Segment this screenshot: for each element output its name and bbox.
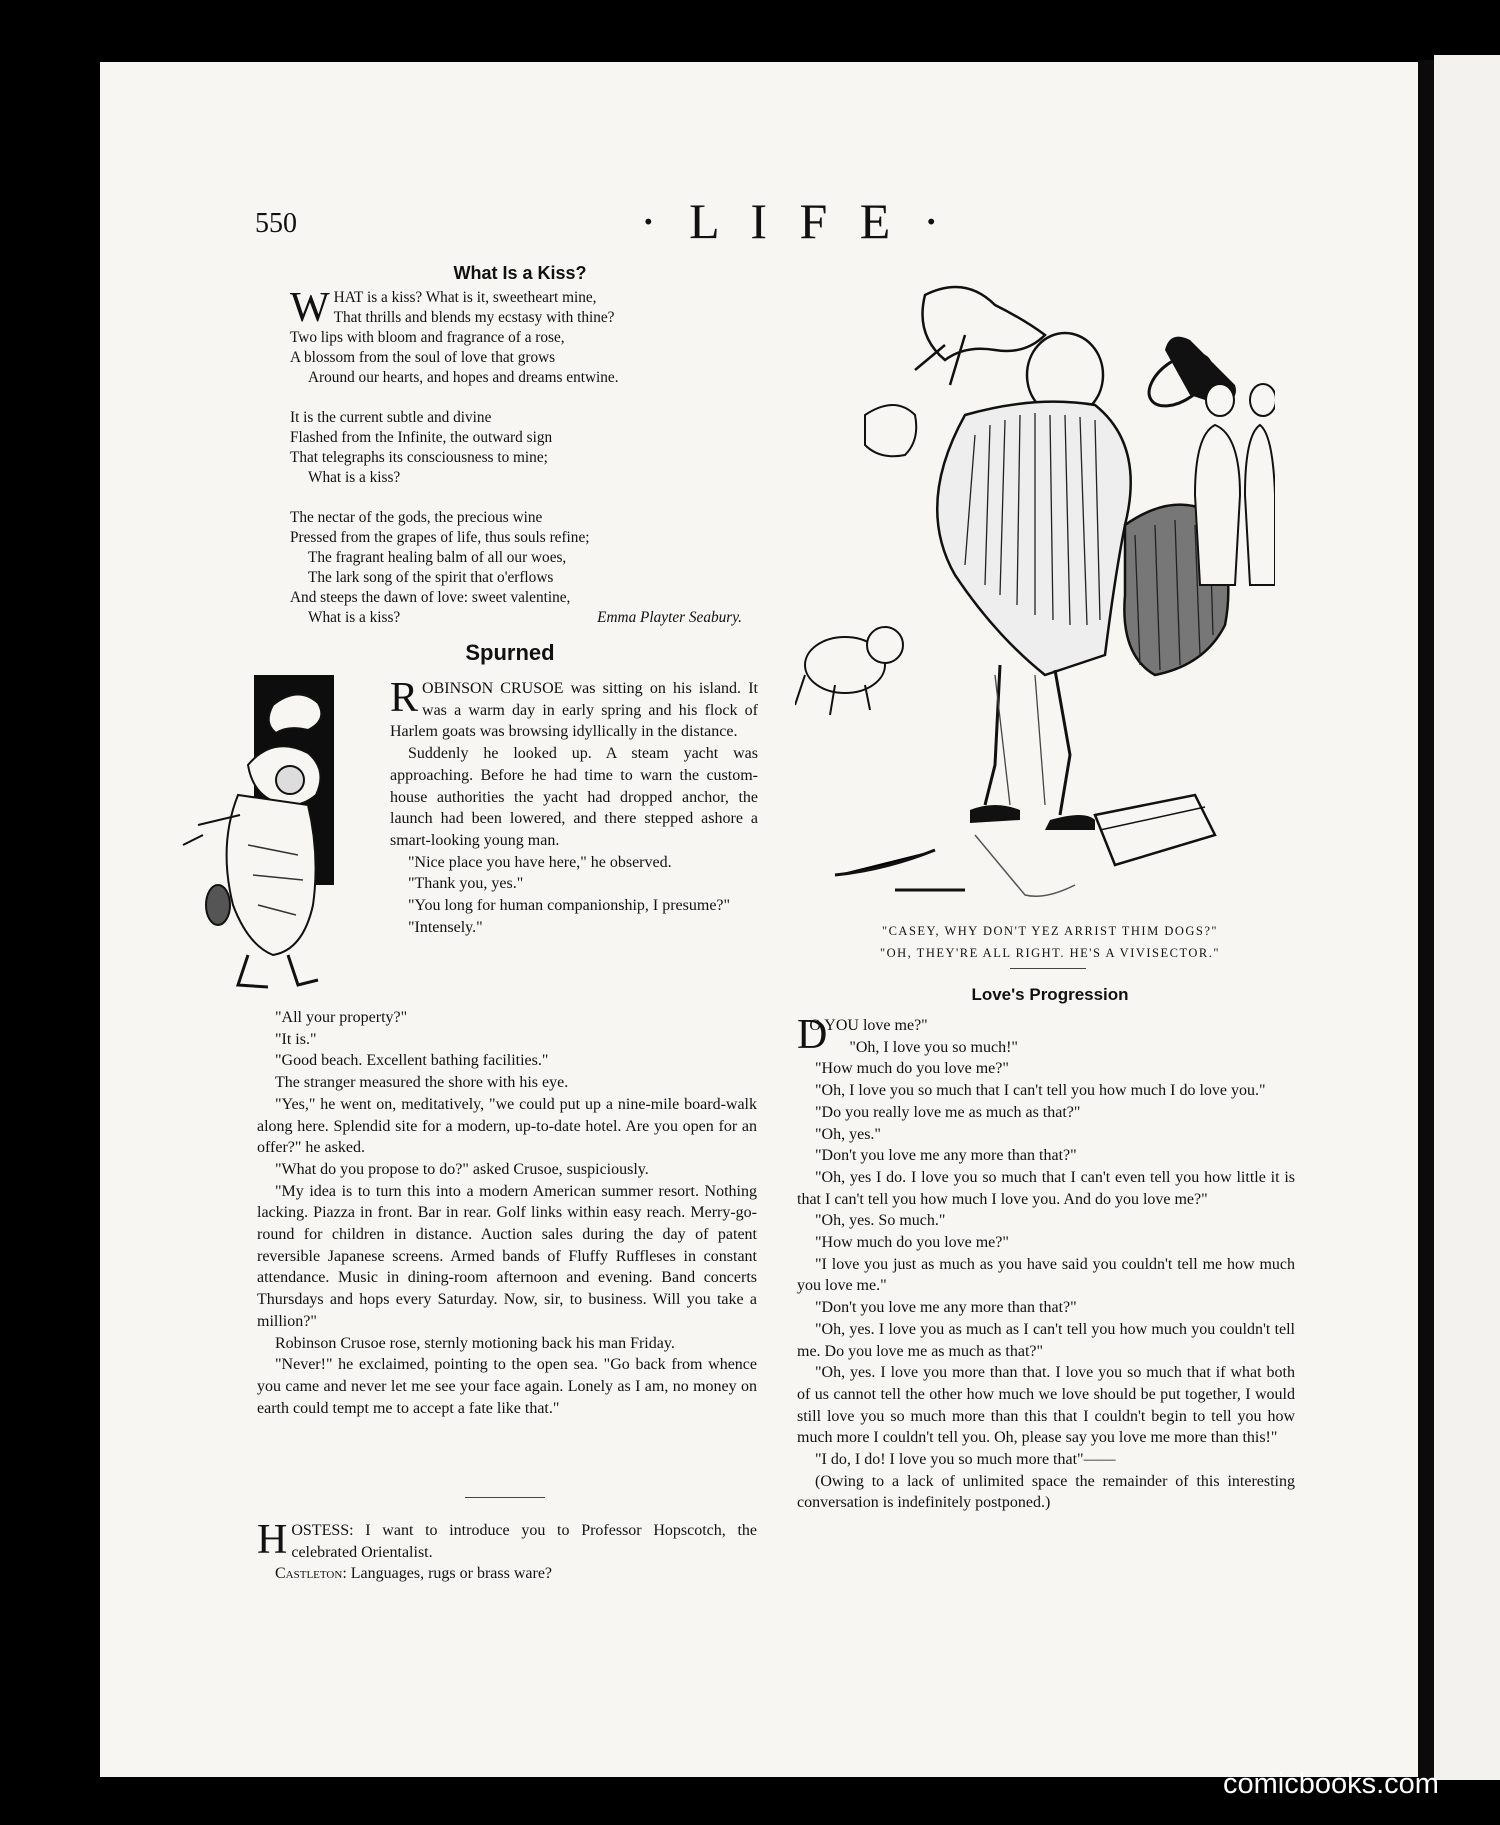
drop-cap-w: W xyxy=(290,285,330,331)
poem-line: The lark song of the spirit that o'erflows xyxy=(308,569,554,586)
watermark-comicbooks: comicbooks.com xyxy=(1223,1768,1439,1800)
poem-stanza-2 xyxy=(290,408,760,488)
masthead-life: · L I F E · xyxy=(640,193,950,249)
poem-line: That telegraphs its consciousness to mine; xyxy=(290,449,548,466)
dialogue-line: "Oh, I love you so much!" xyxy=(849,1038,1018,1056)
dialogue-line: O YOU love me?" xyxy=(809,1017,928,1034)
dialogue-line: "I do, I do! I love you so much more that"—— xyxy=(815,1451,1116,1469)
story-paragraph: "Never!" he exclaimed, pointing to the open sea. "Go back from whence you came and never let me see your face again. Lonely as I am, no money on earth could tempt me to accept a fate like that." xyxy=(257,1356,757,1417)
anecdote-line: : Languages, rugs or brass ware? xyxy=(342,1565,553,1583)
dialogue-line: "Don't you love me any more than that?" xyxy=(815,1299,1077,1317)
poem-stanza-1 xyxy=(290,285,760,388)
story-title-spurned: Spurned xyxy=(465,640,555,665)
poem-what-is-a-kiss xyxy=(290,285,760,648)
poem-author: Emma Playter Seabury. xyxy=(597,609,742,626)
story-paragraph: OBINSON CRUSOE was sitting on his island. It was a warm day in early spring and his flock of Harlem goats was browsing idyllically in the distance. xyxy=(390,680,758,741)
poem-line: And steeps the dawn of love: sweet valentine, xyxy=(290,589,571,606)
poem-title: What Is a Kiss? xyxy=(453,263,587,283)
crusoe-illustration xyxy=(178,675,378,995)
drop-cap-r: R xyxy=(390,675,419,721)
spurned-lead-column xyxy=(390,675,758,938)
story-title-loves-progression: Love's Progression xyxy=(971,985,1129,1004)
poem-line: A blossom from the soul of love that grows xyxy=(290,349,556,366)
page-number: 550 xyxy=(255,208,297,239)
story-paragraph: "All your property?" xyxy=(275,1009,408,1026)
caption-line-1: "CASEY, WHY DON'T YEZ ARRIST THIM DOGS?" xyxy=(881,924,1219,938)
hostess-anecdote xyxy=(257,1517,757,1585)
poem-line: It is the current subtle and divine xyxy=(290,409,492,426)
dialogue-line: "Oh, yes. I love you more than that. I love you so much that if what both of us cannot tell the other how much we love should be put together, I would still love you so much more than this that I couldn't begin to tell you how much more I couldn't tell you. Oh, please say you love me more than this!" xyxy=(797,1364,1295,1447)
poem-line: The fragrant healing balm of all our woes, xyxy=(308,549,567,566)
dialogue-line: (Owing to a lack of unlimited space the remainder of this interesting conversation is indefinitely postponed.) xyxy=(797,1472,1295,1512)
drop-cap-h: H xyxy=(257,1517,288,1563)
dialogue-line: "I love you just as much as you have said you couldn't tell me how much you love me." xyxy=(797,1255,1295,1295)
story-paragraph: The stranger measured the shore with his eye. xyxy=(275,1074,569,1092)
poem-line: That thrills and blends my ecstasy with thine? xyxy=(333,309,615,326)
dialogue-line: "How much do you love me?" xyxy=(815,1060,1009,1078)
story-paragraph: Robinson Crusoe rose, sternly motioning back his man Friday. xyxy=(275,1334,675,1352)
poem-line: Flashed from the Infinite, the outward sign xyxy=(290,429,553,446)
story-paragraph: "My idea is to turn this into a modern American summer resort. Nothing lacking. Piazza in front. Bar in rear. Golf links within easy reach. Merry-go-round for children in distance. Auction sales during the day of patent reversible Japanese screens. Armed bands of Fluffy Ruffleses in constant attendance. Music in dining-room afternoon and evening. Band concerts Thursdays and hops every Saturday. Now, sir, to business. Will you take a million?" xyxy=(257,1182,757,1330)
poem-line: The nectar of the gods, the precious wine xyxy=(290,509,543,526)
dialogue-line: "Oh, I love you so much that I can't tell you how much I do love you." xyxy=(815,1082,1266,1100)
drop-cap-d: D xyxy=(797,1012,828,1058)
story-paragraph: Suddenly he looked up. A steam yacht was approaching. Before he had time to warn the custom-house authorities the yacht had dropped anchor, the launch had been lowered, and there stepped ashore a smart-looking young man. xyxy=(390,745,758,849)
facing-page-edge xyxy=(1434,55,1500,1780)
dialogue-line: "Oh, yes. So much." xyxy=(815,1212,946,1230)
story-paragraph: "What do you propose to do?" asked Crusoe, suspiciously. xyxy=(275,1160,649,1178)
poem-line: Pressed from the grapes of life, thus souls refine; xyxy=(290,529,590,546)
dialogue-line: "How much do you love me?" xyxy=(815,1234,1009,1252)
vivisector-cartoon xyxy=(795,275,1275,915)
poem-line: Two lips with bloom and fragrance of a rose, xyxy=(290,329,565,346)
dialogue-line: "Oh, yes I do. I love you so much that I can't even tell you how little it is that I can't tell you how much I love you. And do you love me?" xyxy=(797,1168,1295,1208)
poem-line: HAT is a kiss? What is it, sweetheart mine, xyxy=(333,289,597,306)
dialogue-line: "Do you really love me as much as that?" xyxy=(815,1103,1081,1121)
spurned-body-column xyxy=(257,1007,757,1419)
caption-line-2: "OH, THEY'RE ALL RIGHT. HE'S A VIVISECTOR." xyxy=(880,946,1220,960)
poem-line: Around our hearts, and hopes and dreams entwine. xyxy=(308,369,619,386)
story-paragraph: "You long for human companionship, I presume?" xyxy=(408,897,731,915)
anecdote-line: OSTESS: I want to introduce you to Professor Hopscotch, the celebrated Orientalist. xyxy=(291,1522,757,1561)
poem-last-line xyxy=(290,608,760,628)
poem-stanza-3 xyxy=(290,508,760,628)
loves-progression-column xyxy=(797,1012,1295,1514)
dialogue-line: "Oh, yes. I love you as much as I can't tell you how much you couldn't tell me. Do you love me as much as that?" xyxy=(797,1320,1295,1360)
story-paragraph: "Thank you, yes." xyxy=(408,875,524,893)
dialogue-line: "Oh, yes." xyxy=(815,1125,881,1143)
speaker-name: Castleton xyxy=(275,1565,343,1583)
story-paragraph: "Intensely." xyxy=(408,918,483,936)
dialogue-line: "Don't you love me any more than that?" xyxy=(815,1147,1077,1165)
poem-line: What is a kiss? xyxy=(308,469,401,486)
section-divider xyxy=(465,1497,545,1498)
cartoon-caption xyxy=(820,920,1280,964)
section-divider xyxy=(1010,968,1086,969)
poem-line: What is a kiss? xyxy=(308,609,401,626)
story-paragraph: "Good beach. Excellent bathing facilities." xyxy=(275,1052,549,1070)
book-spine xyxy=(1418,60,1434,1780)
story-paragraph: "Nice place you have here," he observed. xyxy=(408,853,672,871)
story-paragraph: "Yes," he went on, meditatively, "we could put up a nine-mile board-walk along here. Splendid site for a modern, up-to-date hotel. Are you open for an offer?" he asked. xyxy=(257,1095,757,1157)
story-paragraph: "It is." xyxy=(275,1030,317,1048)
